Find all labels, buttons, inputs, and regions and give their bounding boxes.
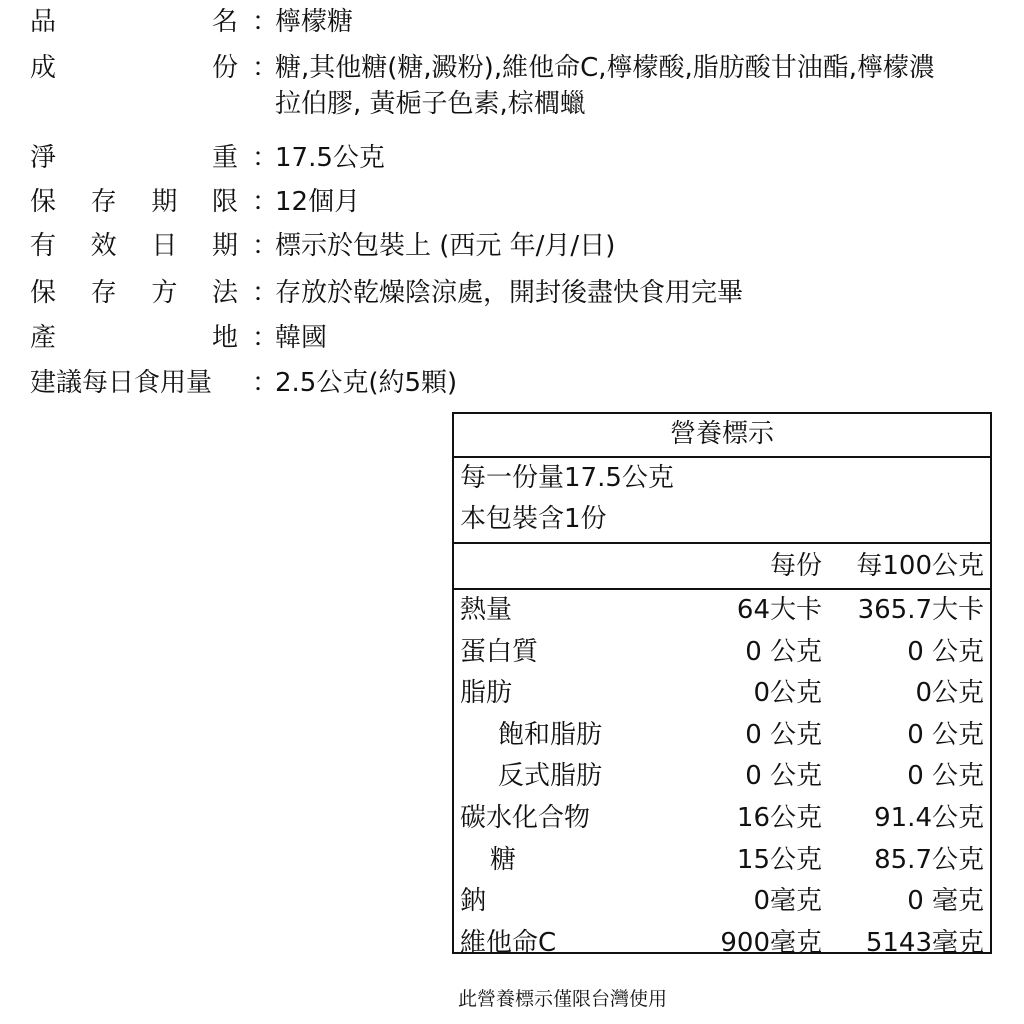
info-value bbox=[275, 275, 1010, 311]
info-value-line: 存放於乾燥陰涼處，開封後盡快食用完畢 bbox=[275, 278, 744, 308]
info-value-line: 12個月 bbox=[275, 187, 361, 217]
info-colon: ： bbox=[252, 187, 279, 217]
nutrient-per-100g: 91.4公克 bbox=[874, 802, 984, 833]
nutrient-per-100g: 0 公克 bbox=[907, 636, 984, 667]
info-colon: ： bbox=[252, 323, 279, 353]
info-label-char: 限 bbox=[211, 187, 238, 217]
info-value-line: 檸檬糖 bbox=[275, 7, 354, 37]
info-label-char: 方 bbox=[151, 278, 178, 308]
nutrition-row bbox=[454, 840, 990, 882]
nutrient-per-serving: 15公克 bbox=[736, 844, 822, 875]
info-label-char: 存 bbox=[90, 187, 117, 217]
info-label-char: 日 bbox=[151, 231, 178, 261]
info-label bbox=[30, 184, 238, 220]
nutrient-name: 飽和脂肪 bbox=[498, 719, 603, 750]
nutrition-row bbox=[454, 798, 990, 840]
info-value-line: 17.5公克 bbox=[275, 143, 385, 173]
info-label-char: 品 bbox=[30, 7, 57, 37]
nutrient-name: 蛋白質 bbox=[460, 636, 539, 667]
info-colon: ： bbox=[252, 53, 279, 83]
info-colon: ： bbox=[252, 231, 279, 261]
info-label-char: 建議每日食用量 bbox=[30, 368, 213, 398]
info-label-char: 地 bbox=[211, 323, 238, 353]
nutrient-per-100g: 5143毫克 bbox=[865, 927, 984, 958]
info-label-char: 期 bbox=[211, 231, 238, 261]
info-value bbox=[275, 228, 1010, 264]
nutrient-per-serving: 900毫克 bbox=[720, 927, 822, 958]
info-label bbox=[30, 275, 238, 311]
info-colon: ： bbox=[252, 143, 279, 173]
info-label-char: 名 bbox=[211, 7, 238, 37]
info-colon: ： bbox=[252, 368, 279, 398]
nutrition-facts-table bbox=[452, 412, 992, 958]
info-label-char: 成 bbox=[30, 53, 57, 83]
nutrient-per-100g: 365.7大卡 bbox=[857, 595, 984, 625]
info-label-char: 有 bbox=[30, 231, 57, 261]
info-value bbox=[275, 365, 1010, 401]
nutrient-name: 鈉 bbox=[460, 886, 487, 917]
info-label bbox=[30, 50, 238, 86]
info-value-line: 韓國 bbox=[275, 323, 328, 353]
info-label-char: 重 bbox=[211, 143, 238, 173]
servings-per-pack: 本包裝含1份 bbox=[460, 504, 607, 534]
info-label-char: 份 bbox=[211, 53, 238, 83]
nutrient-name: 脂肪 bbox=[460, 678, 513, 709]
info-label bbox=[30, 4, 238, 40]
info-label-char: 保 bbox=[30, 187, 57, 217]
nutrition-row bbox=[454, 881, 990, 923]
nutrient-per-serving: 0公克 bbox=[753, 678, 822, 709]
nutrient-per-serving: 0 公克 bbox=[745, 636, 822, 667]
info-label-char: 存 bbox=[90, 278, 117, 308]
nutrient-per-100g: 85.7公克 bbox=[874, 844, 984, 875]
info-label-char: 淨 bbox=[30, 143, 57, 173]
nutrient-per-100g: 0 公克 bbox=[907, 761, 984, 792]
nutrient-per-serving: 0 公克 bbox=[745, 761, 822, 792]
nutrient-name: 熱量 bbox=[460, 595, 513, 625]
nutrition-row bbox=[454, 756, 990, 798]
info-colon: ： bbox=[252, 278, 279, 308]
info-colon: ： bbox=[252, 7, 279, 37]
serving-info bbox=[454, 458, 990, 544]
nutrient-per-serving: 16公克 bbox=[736, 802, 822, 833]
nutrient-per-100g: 0 公克 bbox=[907, 719, 984, 750]
info-label bbox=[30, 228, 238, 264]
nutrition-row bbox=[454, 632, 990, 674]
info-value bbox=[275, 50, 1010, 122]
nutrition-row bbox=[454, 715, 990, 757]
info-value bbox=[275, 184, 1010, 220]
nutrition-rows bbox=[454, 590, 990, 964]
nutrient-per-100g: 0 毫克 bbox=[907, 886, 984, 917]
nutrient-per-serving: 0毫克 bbox=[753, 886, 822, 917]
info-value-line: 2.5公克(約5顆) bbox=[275, 368, 458, 398]
footnote: 此營養標示僅限台灣使用 bbox=[458, 988, 668, 1010]
info-label-char: 法 bbox=[211, 278, 238, 308]
nutrient-name: 糖 bbox=[490, 844, 517, 875]
nutrition-row bbox=[454, 590, 990, 632]
info-value-line: 糖,其他糖(糖,澱粉),維他命C,檸檬酸,脂肪酸甘油酯,檸檬濃 bbox=[275, 53, 936, 83]
info-value bbox=[275, 320, 1010, 356]
info-label-char: 保 bbox=[30, 278, 57, 308]
info-label bbox=[30, 320, 238, 356]
info-value-line: 標示於包裝上 (西元 年/月/日) bbox=[275, 231, 616, 261]
info-label bbox=[30, 365, 238, 401]
nutrient-name: 維他命C bbox=[460, 927, 557, 958]
column-header-per-serving: 每份 bbox=[769, 551, 822, 581]
info-label-char: 期 bbox=[151, 187, 178, 217]
info-label bbox=[30, 140, 238, 176]
nutrient-name: 碳水化合物 bbox=[460, 802, 591, 833]
nutrient-name: 反式脂肪 bbox=[498, 761, 603, 792]
nutrition-row bbox=[454, 673, 990, 715]
info-value bbox=[275, 4, 1010, 40]
nutrition-title: 營養標示 bbox=[454, 414, 990, 458]
column-header-per-100g: 每100公克 bbox=[856, 551, 984, 581]
nutrient-per-serving: 0 公克 bbox=[745, 719, 822, 750]
info-value bbox=[275, 140, 1010, 176]
info-label-char: 效 bbox=[90, 231, 117, 261]
info-label-char: 產 bbox=[30, 323, 57, 353]
serving-size: 每一份量17.5公克 bbox=[460, 463, 674, 493]
nutrition-row bbox=[454, 923, 990, 965]
nutrient-per-serving: 64大卡 bbox=[736, 595, 822, 625]
column-headers bbox=[454, 544, 990, 590]
nutrient-per-100g: 0公克 bbox=[915, 678, 984, 709]
info-value-line: 拉伯膠, 黃梔子色素,棕櫚蠟 bbox=[275, 89, 586, 119]
